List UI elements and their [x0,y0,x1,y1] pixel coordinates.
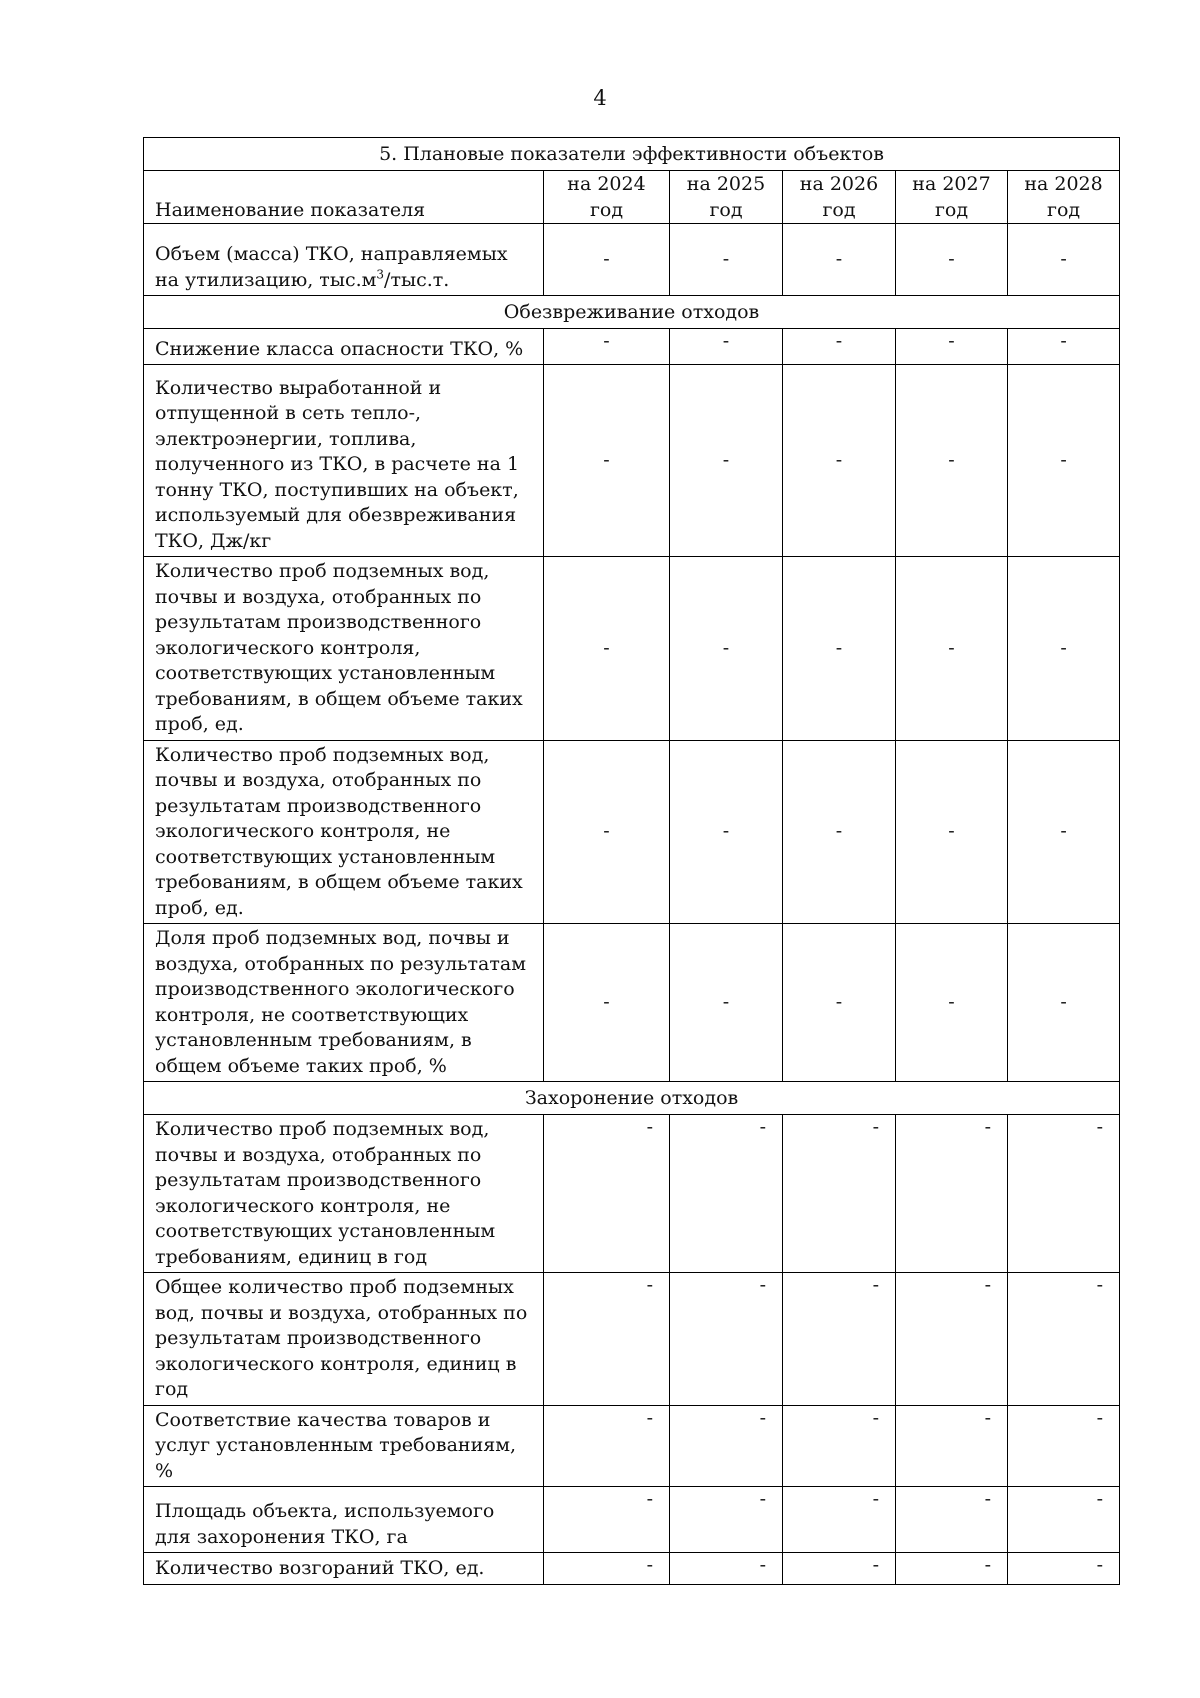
value-cell: - [783,1487,896,1553]
value-cell: - [783,740,896,924]
header-year-2025: на 2025 год [670,171,783,224]
value-cell: - [544,1405,670,1487]
value-cell: - [544,365,670,557]
indicators-table [143,137,1120,1585]
value-cell: - [783,1553,896,1585]
table-row [144,557,1120,741]
value-cell: - [544,224,670,296]
header-year-2026: на 2026 год [783,171,896,224]
value-cell: - [670,557,783,741]
header-year-2027: на 2027 год [896,171,1008,224]
table-row [144,1553,1120,1585]
value-cell: - [1008,224,1120,296]
value-cell: - [1008,1115,1120,1273]
value-cell: - [896,224,1008,296]
value-cell: - [544,1553,670,1585]
row-name: Количество проб подземных вод, почвы и воздуха, отобранных по результатам производственного экологического контроля, не соответствующих установленным требованиям, в общем объеме таких проб, ед. [144,740,544,924]
value-cell: - [1008,1553,1120,1585]
value-cell: - [670,1405,783,1487]
section-row [144,1082,1120,1115]
value-cell: - [783,365,896,557]
table-row [144,1487,1120,1553]
row-name: Количество выработанной и отпущенной в сеть тепло-, электроэнергии, топлива, полученного из ТКО, в расчете на 1 тонну ТКО, поступивших на объект, используемый для обезвреживания ТКО, Дж/кг [144,365,544,557]
value-cell: - [896,1115,1008,1273]
value-cell: - [896,924,1008,1082]
value-cell: - [896,1405,1008,1487]
table-title: 5. Плановые показатели эффективности объектов [144,138,1120,171]
value-cell: - [896,1553,1008,1585]
section-title-neutralization: Обезвреживание отходов [144,296,1120,329]
value-cell: - [1008,1405,1120,1487]
value-cell: - [670,740,783,924]
table-row [144,1273,1120,1406]
value-cell: - [1008,365,1120,557]
table-title-row [144,138,1120,171]
value-cell: - [783,329,896,365]
value-cell: - [544,1487,670,1553]
page-number: 4 [593,86,607,110]
value-cell: - [783,224,896,296]
section-title-burial: Захоронение отходов [144,1082,1120,1115]
value-cell: - [896,329,1008,365]
value-cell: - [670,224,783,296]
row-name: Доля проб подземных вод, почвы и воздуха, отобранных по результатам производственного экологического контроля, не соответствующих установленным требованиям, в общем объеме таких проб, % [144,924,544,1082]
row-name: Снижение класса опасности ТКО, % [144,329,544,365]
section-row [144,296,1120,329]
row-name: Площадь объекта, используемого для захоронения ТКО, га [144,1487,544,1553]
value-cell: - [544,329,670,365]
table-row [144,1115,1120,1273]
value-cell: - [1008,329,1120,365]
value-cell: - [896,365,1008,557]
table-row [144,924,1120,1082]
value-cell: - [1008,1487,1120,1553]
value-cell: - [896,740,1008,924]
value-cell: - [670,1115,783,1273]
table-row [144,329,1120,365]
value-cell: - [783,1405,896,1487]
value-cell: - [670,1553,783,1585]
value-cell: - [670,1273,783,1406]
value-cell: - [1008,557,1120,741]
table-row [144,224,1120,296]
value-cell: - [544,557,670,741]
value-cell: - [670,329,783,365]
value-cell: - [544,924,670,1082]
row-name: Объем (масса) ТКО, направляемых на утилизацию, $тыс.м^3/тыс.т$. [144,224,544,296]
value-cell: - [670,1487,783,1553]
value-cell: - [896,1487,1008,1553]
row-name: Общее количество проб подземных вод, почвы и воздуха, отобранных по результатам производственного экологического контроля, единиц в год [144,1273,544,1406]
header-year-2024: на 2024 год [544,171,670,224]
table-row [144,365,1120,557]
value-cell: - [1008,924,1120,1082]
value-cell: - [896,557,1008,741]
value-cell: - [1008,740,1120,924]
value-cell: - [783,557,896,741]
value-cell: - [783,924,896,1082]
value-cell: - [783,1115,896,1273]
table-row [144,740,1120,924]
row-name: Количество проб подземных вод, почвы и воздуха, отобранных по результатам производственного экологического контроля, соответствующих установленным требованиям, в общем объеме таких проб, ед. [144,557,544,741]
value-cell: - [896,1273,1008,1406]
row-name: Количество возгораний ТКО, ед. [144,1553,544,1585]
value-cell: - [544,740,670,924]
value-cell: - [670,924,783,1082]
table-row [144,1405,1120,1487]
value-cell: - [670,365,783,557]
value-cell: - [544,1273,670,1406]
value-cell: - [1008,1273,1120,1406]
header-name: Наименование показателя [144,171,544,224]
row-name: Количество проб подземных вод, почвы и воздуха, отобранных по результатам производственного экологического контроля, не соответствующих установленным требованиям, единиц в год [144,1115,544,1273]
value-cell: - [544,1115,670,1273]
value-cell: - [783,1273,896,1406]
row-name: Соответствие качества товаров и услуг установленным требованиям, % [144,1405,544,1487]
table-header-row [144,171,1120,224]
header-year-2028: на 2028 год [1008,171,1120,224]
